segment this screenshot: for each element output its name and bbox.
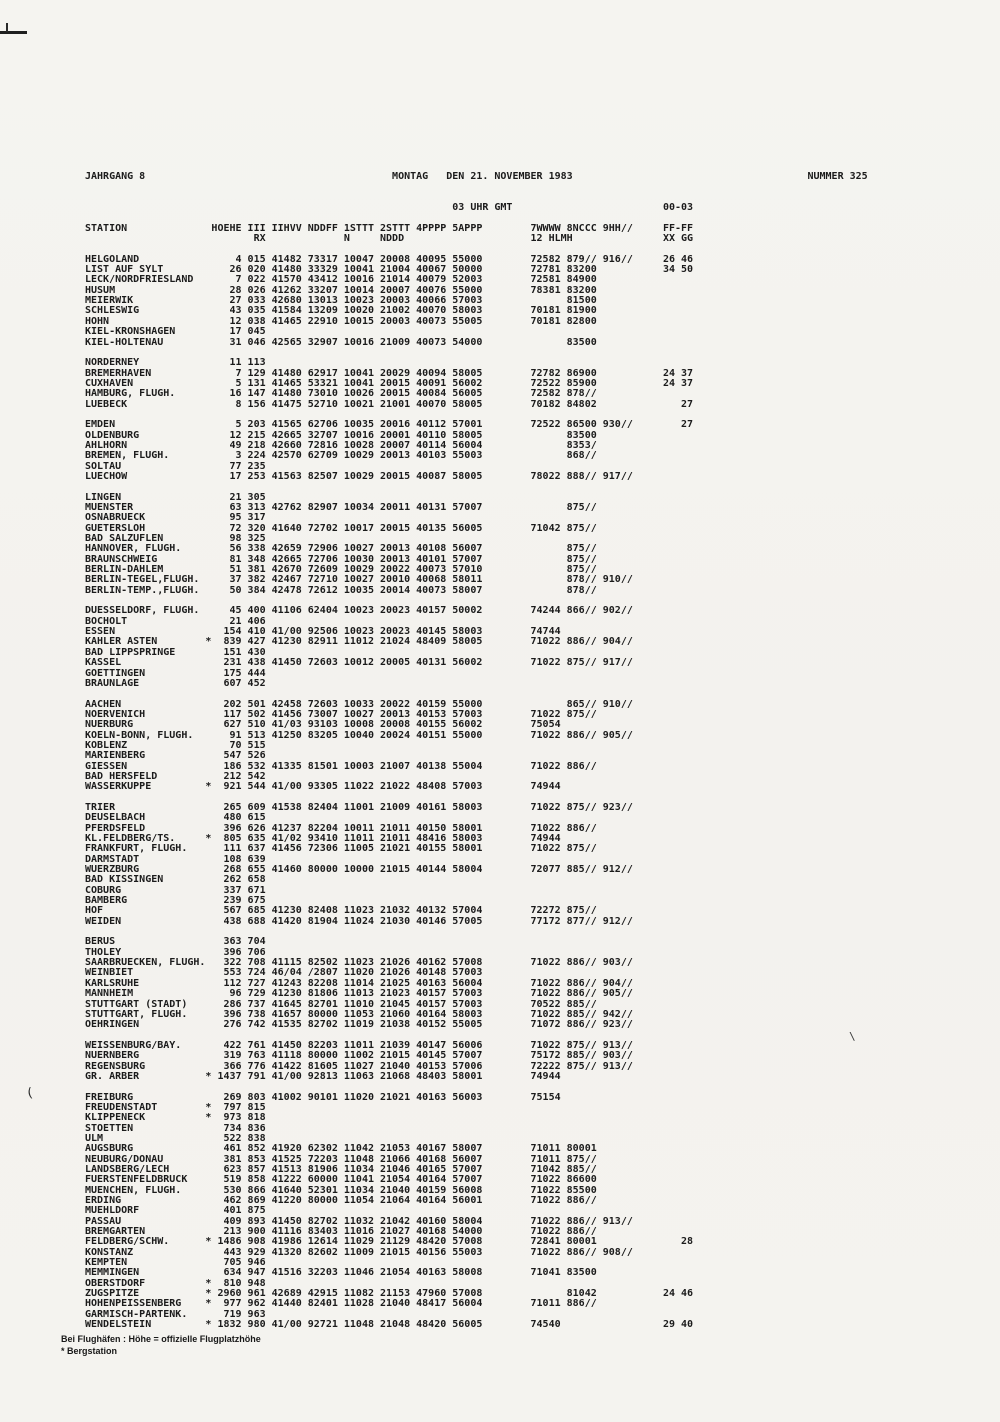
column-header-line-2: RX N NDDD 12 HLMH XX GG bbox=[85, 233, 694, 245]
table-row: DARMSTADT 108 639 bbox=[85, 853, 266, 865]
table-row: BAD SALZUFLEN 98 325 bbox=[85, 533, 266, 545]
table-row: GIESSEN 186 532 41335 81501 10003 21007 40138 55004 71022 886// bbox=[85, 760, 597, 772]
table-row: MUENCHEN, FLUGH. 530 866 41640 52301 11034 21040 40159 56008 71022 85500 bbox=[85, 1184, 597, 1196]
footnotes bbox=[61, 1334, 261, 1357]
table-row: HANNOVER, FLUGH. 56 338 42659 72906 10027 20013 40108 56007 875// bbox=[85, 543, 597, 555]
table-row: WUERZBURG 268 655 41460 80000 10000 21015 40144 58004 72077 885// 912// bbox=[85, 864, 633, 876]
table-row: OSNABRUECK 95 317 bbox=[85, 512, 266, 524]
table-row: WEINBIET 553 724 46/04 /2807 11020 21026 40148 57003 bbox=[85, 967, 483, 979]
footnote-bergstation: * Bergstation bbox=[61, 1345, 118, 1356]
column-header-line-1: STATION HOEHE III IIHVV NDDFF 1STTT 2STTT 4PPPP 5APPP 7WWWW 8NCCC 9HH// FF-FF bbox=[85, 222, 694, 234]
table-row: CUXHAVEN 5 131 41465 53321 10041 20015 40091 56002 72522 85900 24 37 bbox=[85, 377, 694, 389]
table-row: THOLEY 396 706 bbox=[85, 946, 266, 958]
table-row: KASSEL 231 438 41450 72603 10012 20005 40131 56002 71022 875// 917// bbox=[85, 657, 633, 669]
table-row: HOHN 12 038 41465 22910 10015 20003 40073 55005 70181 82800 bbox=[85, 315, 597, 327]
table-row: TRIER 265 609 41538 82404 11001 21009 40161 58003 71022 875// 923// bbox=[85, 801, 633, 813]
table-row: BERUS 363 704 bbox=[85, 936, 266, 948]
weather-bulletin-table bbox=[85, 172, 868, 1331]
table-row: LINGEN 21 305 bbox=[85, 491, 266, 503]
blank-line bbox=[85, 689, 868, 699]
table-row: BAD HERSFELD 212 542 bbox=[85, 770, 266, 782]
table-row: HUSUM 28 026 41262 33207 10014 20007 40076 55000 78381 83200 bbox=[85, 284, 597, 296]
table-row: BOCHOLT 21 406 bbox=[85, 615, 266, 627]
footnote-airport-height: Bei Flughäfen : Höhe = offizielle Flugplatzhöhe bbox=[61, 1334, 261, 1344]
table-row: PFERDSFELD 396 626 41237 82204 10011 21011 40150 58001 71022 886// bbox=[85, 822, 597, 834]
table-row: LUECHOW 17 253 41563 82507 10029 20015 40087 58005 78022 888// 917// bbox=[85, 470, 633, 482]
table-row: COBURG 337 671 bbox=[85, 884, 266, 896]
table-row: FRANKFURT, FLUGH. 111 637 41456 72306 11005 21021 40155 58001 71022 875// bbox=[85, 843, 597, 855]
table-row: AACHEN 202 501 42458 72603 10033 20022 40159 55000 865// 910// bbox=[85, 698, 633, 710]
table-row: STUTTGART (STADT) 286 737 41645 82701 11010 21045 40157 57003 70522 885// bbox=[85, 998, 597, 1010]
scan-artifact-corner-line bbox=[0, 31, 27, 34]
table-row: AUGSBURG 461 852 41920 62302 11042 21053 40167 58007 71011 80001 bbox=[85, 1143, 597, 1155]
table-row: BREMERHAVEN 7 129 41480 62917 10041 20029 40094 58005 72782 86900 24 37 bbox=[85, 367, 694, 379]
obs-time-line: 03 UHR GMT 00-03 bbox=[85, 202, 694, 214]
table-row: KIEL-KRONSHAGEN 17 045 bbox=[85, 326, 266, 338]
table-row: BERLIN-TEMP.,FLUGH. 50 384 42478 72612 10035 20014 40073 58007 878// bbox=[85, 584, 597, 596]
table-row: HAMBURG, FLUGH. 16 147 41480 73010 10026 20015 40084 56005 72582 878// bbox=[85, 388, 597, 400]
table-row: BRAUNLAGE 607 452 bbox=[85, 677, 266, 689]
table-row: OLDENBURG 12 215 42665 32707 10016 20001 40110 58005 83500 bbox=[85, 429, 597, 441]
table-row: PASSAU 409 893 41450 82702 11032 21042 40160 58004 71022 886// 913// bbox=[85, 1215, 633, 1227]
table-row: MARIENBERG 547 526 bbox=[85, 750, 266, 762]
table-row: HOF 567 685 41230 82408 11023 21032 40132 57004 72272 875// bbox=[85, 905, 597, 917]
table-row: NORDERNEY 11 113 bbox=[85, 357, 266, 369]
table-row: DEUSELBACH 480 615 bbox=[85, 812, 266, 824]
table-row: SOLTAU 77 235 bbox=[85, 460, 266, 472]
table-row: DUESSELDORF, FLUGH. 45 400 41106 62404 10023 20023 40157 50002 74244 866// 902// bbox=[85, 605, 633, 617]
table-row: SAARBRUECKEN, FLUGH. 322 708 41115 82502 11023 21026 40162 57008 71022 886// 903// bbox=[85, 957, 633, 969]
table-row: HOHENPEISSENBERG * 977 962 41440 82401 11028 21040 48417 56004 71011 886// bbox=[85, 1298, 597, 1310]
scan-artifact-slash: \ bbox=[849, 1030, 856, 1043]
table-row: FUERSTENFELDBRUCK 519 858 41222 60000 11041 21054 40164 57007 71022 86600 bbox=[85, 1174, 597, 1186]
table-row: KOELN-BONN, FLUGH. 91 513 41250 83205 10040 20024 40151 55000 71022 886// 905// bbox=[85, 729, 633, 741]
table-row: KONSTANZ 443 929 41320 82602 11009 21015 40156 55003 71022 886// 908// bbox=[85, 1246, 633, 1258]
table-row: HELGOLAND 4 015 41482 73317 10047 20008 40095 55000 72582 879// 916// 26 46 bbox=[85, 253, 694, 265]
table-row: LECK/NORDFRIESLAND 7 022 41570 43412 10016 21014 40079 52003 72581 84900 bbox=[85, 274, 597, 286]
table-row: LUEBECK 8 156 41475 52710 10021 21001 40070 58005 70182 84802 27 bbox=[85, 398, 694, 410]
table-row: KIEL-HOLTENAU 31 046 42565 32907 10016 21009 40073 54000 83500 bbox=[85, 336, 597, 348]
table-row: BERLIN-DAHLEM 51 381 42670 72609 10029 20022 40073 57010 875// bbox=[85, 564, 597, 576]
table-row: WEISSENBURG/BAY. 422 761 41450 82203 11011 21039 40147 56006 71022 875// 913// bbox=[85, 1039, 633, 1051]
table-row: WASSERKUPPE * 921 544 41/00 93305 11022 21022 48408 57003 74944 bbox=[85, 781, 561, 793]
table-row: BERLIN-TEGEL,FLUGH. 37 382 42467 72710 10027 20010 40068 58011 878// 910// bbox=[85, 574, 633, 586]
table-row: GARMISCH-PARTENK. 719 963 bbox=[85, 1308, 266, 1320]
table-row: KEMPTEN 705 946 bbox=[85, 1257, 266, 1269]
table-row: BREMEN, FLUGH. 3 224 42570 62709 10029 20013 40103 55003 868// bbox=[85, 450, 597, 462]
table-row: NOERVENICH 117 502 41456 73007 10027 20013 40153 57003 71022 875// bbox=[85, 708, 597, 720]
table-row: OBERSTDORF * 810 948 bbox=[85, 1277, 266, 1289]
table-row: LANDSBERG/LECH 623 857 41513 81906 11034 21046 40165 57007 71042 885// bbox=[85, 1164, 597, 1175]
blank-line bbox=[85, 182, 868, 192]
table-row: GUETERSLOH 72 320 41640 72702 10017 20015 40135 56005 71042 875// bbox=[85, 522, 597, 534]
table-row: GR. ARBER * 1437 791 41/00 92813 11063 21068 48403 58001 74944 bbox=[85, 1070, 561, 1082]
table-row: EMDEN 5 203 41565 62706 10035 20016 40112 57001 72522 86500 930// 27 bbox=[85, 419, 694, 431]
table-row: ZUGSPITZE * 2960 961 42689 42915 11082 21153 47960 57008 81042 24 46 bbox=[85, 1288, 694, 1300]
table-row: MANNHEIM 96 729 41230 81806 11013 21023 40157 57003 71022 886// 905// bbox=[85, 988, 633, 1000]
table-row: MUEHLDORF 401 875 bbox=[85, 1205, 266, 1217]
table-row: WENDELSTEIN * 1832 980 41/00 92721 11048 21048 48420 56005 74540 29 40 bbox=[85, 1319, 694, 1331]
table-row: FELDBERG/SCHW. * 1486 908 41986 12614 11029 21129 48420 57008 72841 80001 28 bbox=[85, 1236, 694, 1248]
table-row: KARLSRUHE 112 727 41243 82208 11014 21025 40163 56004 71022 886// 904// bbox=[85, 977, 633, 989]
table-row: KLIPPENECK * 973 818 bbox=[85, 1112, 266, 1124]
table-row: WEIDEN 438 688 41420 81904 11024 21030 40146 57005 77172 877// 912// bbox=[85, 915, 633, 927]
table-row: ESSEN 154 410 41/00 92506 10023 20023 40145 58003 74744 bbox=[85, 626, 561, 638]
table-row: GOETTINGEN 175 444 bbox=[85, 667, 266, 679]
table-row: MEMMINGEN 634 947 41516 32203 11046 21054 40163 58008 71041 83500 bbox=[85, 1267, 597, 1279]
table-row: FREIBURG 269 803 41002 90101 11020 21021 40163 56003 75154 bbox=[85, 1091, 561, 1103]
table-row: STUTTGART, FLUGH. 396 738 41657 80000 11053 21060 40164 58003 71022 885// 942// bbox=[85, 1008, 633, 1020]
table-row: SCHLESWIG 43 035 41584 13209 10020 21002 40070 58003 70181 81900 bbox=[85, 305, 597, 317]
table-row: REGENSBURG 366 776 41422 81605 11027 21040 40153 57006 72222 875// 913// bbox=[85, 1060, 633, 1072]
masthead-line: JAHRGANG 8 MONTAG DEN 21. NOVEMBER 1983 NUMMER 325 bbox=[85, 171, 868, 182]
table-row: NUERBURG 627 510 41/03 93103 10008 20008 40155 56002 75054 bbox=[85, 719, 561, 731]
table-row: OEHRINGEN 276 742 41535 82702 11019 21038 40152 55005 71072 886// 923// bbox=[85, 1019, 633, 1031]
table-row: FREUDENSTADT * 797 815 bbox=[85, 1101, 266, 1113]
table-row: BAD KISSINGEN 262 658 bbox=[85, 874, 266, 886]
table-row: MUENSTER 63 313 42762 82907 10034 20011 40131 57007 875// bbox=[85, 502, 597, 513]
table-row: STOETTEN 734 836 bbox=[85, 1122, 266, 1134]
table-row: KAHLER ASTEN * 839 427 41230 82911 11012 21024 48409 58005 71022 886// 904// bbox=[85, 636, 633, 648]
scan-artifact-corner-tick bbox=[6, 23, 8, 32]
table-row: BRAUNSCHWEIG 81 348 42665 72706 10030 20013 40101 57007 875// bbox=[85, 553, 597, 565]
table-row: NEUBURG/DONAU 381 853 41525 72203 11048 21066 40168 56007 71011 875// bbox=[85, 1153, 597, 1165]
table-row: KOBLENZ 70 515 bbox=[85, 739, 266, 751]
scan-artifact-paren: ( bbox=[24, 1085, 35, 1102]
table-row: ULM 522 838 bbox=[85, 1132, 266, 1144]
table-row: BAD LIPPSPRINGE 151 430 bbox=[85, 646, 266, 658]
table-row: MEIERWIK 27 033 42680 13013 10023 20003 40066 57003 81500 bbox=[85, 295, 597, 307]
table-row: KL.FELDBERG/TS. * 805 635 41/02 93410 11011 21011 48416 58003 74944 bbox=[85, 833, 561, 844]
table-row: ERDING 462 869 41220 80000 11054 21064 40164 56001 71022 886// bbox=[85, 1195, 597, 1207]
table-row: BAMBERG 239 675 bbox=[85, 895, 266, 907]
table-row: NUERNBERG 319 763 41118 80000 11002 21015 40145 57007 75172 885// 903// bbox=[85, 1050, 633, 1062]
table-row: LIST AUF SYLT 26 020 41480 33329 10041 21004 40067 50000 72781 83200 34 50 bbox=[85, 264, 694, 276]
table-row: AHLHORN 49 218 42660 72816 10028 20007 40114 56004 8353/ bbox=[85, 439, 597, 451]
table-row: BREMGARTEN 213 900 41116 83403 11016 21027 40168 54000 71022 886// bbox=[85, 1226, 597, 1238]
